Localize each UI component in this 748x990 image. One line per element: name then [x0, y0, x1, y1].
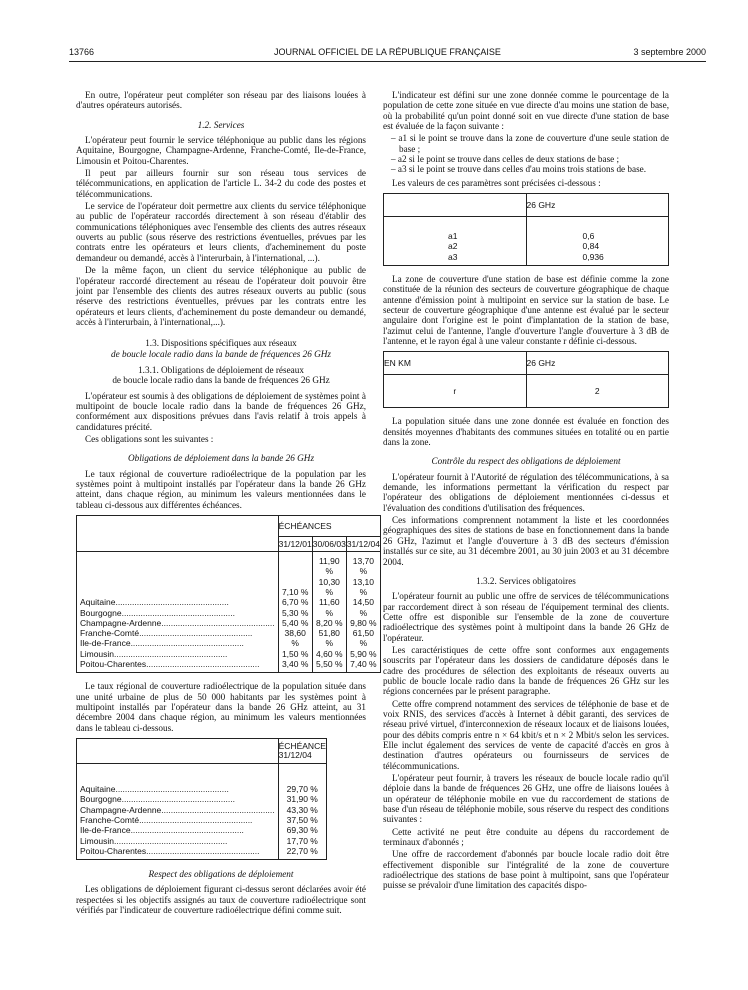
paragraph: L'indicateur est défini sur une zone donnée comme le pourcentage de la population de cette zone située en vue directe d'au moins une station de base, où la probabilité qu'un point donné soit en vue directe d'une station de base est évaluée de la façon suivante :	[383, 90, 669, 132]
table-cell: 9,80 %	[350, 617, 377, 628]
table-row-label: Ile-de-France .....	[80, 638, 275, 648]
table-cell: 61,50 %	[352, 628, 375, 649]
table-cell: 43,30 %	[286, 804, 318, 815]
table-cell: 5,50 %	[316, 659, 343, 669]
urban-deadline-table	[76, 738, 327, 860]
paragraph: Ces obligations sont les suivantes :	[85, 433, 214, 444]
table-title: ÉCHÉANCES	[278, 516, 380, 537]
table-row-label: Franche-Comté .....	[80, 815, 275, 825]
paragraph: Les caractéristiques de cette offre sont conformes aux engagements souscrits par l'opérateur dans les dossiers de candidature déposés dans le cadre des procédures de sélection des exploitants de réseaux ouverts au public de boucle locale radio dans la bande de fréquences 26 GHz sur les régions concernées par le présent paragraphe.	[383, 644, 669, 697]
column-header: 26 GHz	[526, 352, 669, 375]
paragraph: Les obligations de déploiement figurant ci-dessus seront déclarées avoir été respectées si les objectifs assignés au taux de couverture radioélectrique sont vérifiés par l'indicateur de couverture radioélectrique défini comme suit.	[76, 884, 366, 916]
table-cell: 0,6	[582, 231, 595, 242]
table-row-label: Aquitaine .....	[80, 784, 275, 794]
publication-date: 3 septembre 2000	[633, 47, 706, 57]
paragraph: En outre, l'opérateur peut compléter son réseau par des liaisons louées à d'autres opérateurs autorisés.	[76, 90, 366, 111]
table-row-label: Poitou-Charentes .....	[80, 659, 275, 669]
section-heading-1-3-1	[76, 365, 366, 386]
table-row-label: Poitou-Charentes .....	[80, 846, 275, 856]
table-cell: 31,90 %	[286, 794, 318, 805]
table-cell: 37,50 %	[286, 814, 318, 825]
parameters-table	[383, 193, 669, 266]
values-2003	[312, 552, 346, 673]
table-cell: 7,10 %	[281, 586, 309, 597]
table-row-label: a3	[448, 251, 458, 262]
table-title-date: 31/12/04	[278, 750, 312, 761]
paragraph: Les valeurs de ces paramètres sont précisées ci-dessous :	[392, 177, 601, 188]
paragraph: De la même façon, un client du service téléphonique au public de l'opérateur raccordé directement au réseau de l'opérateur doit pouvoir être joint par l'ensemble des clients des autres réseaux ouverts au public (sous réserve des restrictions éventuelles, prévues par les contrats entre les opérateurs et leurs clients, d'acheminement du poste demandeur ou demandé, accès à l'interurbain, à l'international,...).	[76, 265, 366, 327]
table-cell: 13,70 %	[352, 556, 375, 577]
table-corner	[77, 516, 279, 552]
table-cell: 11,60 %	[318, 597, 340, 618]
left-column	[76, 90, 380, 917]
paragraph: Le service de l'opérateur doit permettre aux clients du service téléphonique au public de l'opérateur raccordés directement à son réseau d'établir des communications téléphoniques avec l'ensemble des clients des autres réseaux ouverts au public (sous réserve des restrictions éventuelles, prévues par les contrats entre les opérateurs et leurs clients, d'acheminement du poste demandeur ou demandé, accès à l'interurbain, à l'international, ...).	[76, 201, 366, 263]
table-cell: 13,10 %	[352, 576, 375, 597]
list-item: – a2 si le point se trouve dans celles de deux stations de base ;	[399, 154, 669, 164]
table-row-label: r	[384, 375, 527, 408]
column-header: 31/12/01	[278, 537, 312, 552]
paragraph: L'opérateur est soumis à des obligations de déploiement de systèmes point à multipoint de boucle locale radio dans la bande de fréquences 26 GHz, conformément aux dispositions prévues dans l'avis relatif à trois appels à candidatures précité.	[76, 390, 366, 432]
table-cell: 5,30 %	[281, 607, 309, 618]
table-cell: 17,70 %	[286, 835, 318, 846]
table-cell: 10,30 %	[318, 576, 340, 597]
table-row-label: Bourgogne .....	[80, 608, 275, 618]
paragraph: Le taux régional de couverture radioélectrique de la population par les systèmes point à multipoint installés par l'opérateur dans la bande 26 GHz atteint, dans chaque région, au minimum les valeurs mentionnées dans le tableau ci-dessous aux différentes échéances.	[76, 468, 366, 510]
paragraph: La zone de couverture d'une station de base est définie comme la zone constituée de la réunion des secteurs de couverture géographique de chaque antenne d'émission point à multipoint en service sur la station de base. Le secteur de couverture géographique d'une antenne est évalué par le secteur angulaire dont l'origine est le point d'implantation de la station de base, l'azimut celui de l'antenne, l'angle d'ouverture l'angle d'ouverture à 3 dB de l'antenne, et le rayon égal à une valeur constante r définie ci-dessous.	[383, 273, 669, 347]
table-title	[278, 739, 326, 764]
parameter-names	[384, 217, 527, 266]
column-header: 26 GHz	[526, 194, 669, 217]
paragraph: L'opérateur fournit au public une offre de services de télécommunications par raccordement direct à son réseau de l'équipement terminal des clients. Cette offre est disponible sur l'ensemble de la zone de couverture radioélectrique des systèmes point à multipoint dans la bande 26 GHz de l'opérateur.	[383, 591, 669, 643]
page-number: 13766	[69, 47, 95, 57]
table-cell: 1,50 %	[281, 648, 309, 659]
paragraph: L'opérateur peut fournir, à travers les réseaux de boucle locale radio qu'il déploie dans la bande de fréquences 26 GHz, une offre de liaisons louées à un opérateur de téléphonie mobile en vue du raccordement de stations de base d'un réseau de téléphonie mobile, sous réserve du respect des conditions suivantes :	[383, 773, 669, 825]
values-2004	[346, 552, 380, 673]
paragraph: Le taux régional de couverture radioélectrique de la population située dans une unité urbaine de plus de 50 000 habitants par les systèmes point à multipoint installés par l'opérateur dans la bande 26 GHz atteint, au 31 décembre 2004 dans chaque région, au minimum les valeurs mentionnées dans le tableau ci-dessous.	[76, 681, 366, 733]
parameter-values	[526, 217, 669, 266]
right-column	[383, 90, 669, 893]
table-cell: 29,70 %	[286, 784, 318, 795]
table-row-label: a2	[448, 241, 458, 252]
radius-table	[383, 351, 669, 408]
table-cell: 22,70 %	[286, 845, 318, 856]
journal-title: JOURNAL OFFICIEL DE LA RÉPUBLIQUE FRANÇAISE	[274, 47, 501, 57]
table-cell: 69,30 %	[286, 825, 318, 836]
heading-line: de boucle locale radio dans la bande de fréquences 26 GHz	[111, 348, 331, 359]
deadlines-table	[76, 515, 381, 673]
section-heading-services: 1.2. Services	[197, 119, 245, 130]
section-heading-1-3	[76, 338, 366, 359]
table-cell: 5,90 %	[350, 648, 377, 659]
values-2004	[278, 764, 326, 860]
table-corner	[384, 194, 527, 217]
paragraph: La population située dans une zone donnée est évaluée en fonction des densités moyennes d'habitants des communes situées en totalité ou en partie dans la zone.	[383, 416, 669, 448]
table-cell: 38,60 %	[284, 628, 306, 649]
table-row-label: Bourgogne .....	[80, 794, 275, 804]
section-heading-obligations: Obligations de déploiement dans la bande 26 GHz	[127, 453, 315, 464]
table-cell: 3,40 %	[281, 659, 309, 669]
region-names	[77, 552, 279, 673]
paragraph: L'opérateur peut fournir le service téléphonique au public dans les régions Aquitaine, Bourgogne, Champagne-Ardenne, Franche-Comté, Ile-de-France, Limousin et Poitou-Charentes.	[76, 135, 366, 166]
heading-line: 1.3. Dispositions spécifiques aux réseaux	[145, 338, 297, 349]
table-cell: 0,936	[582, 251, 604, 262]
table-cell: 6,70 %	[281, 597, 309, 608]
heading-line: de boucle locale radio dans la bande de fréquences 26 GHz	[112, 375, 330, 386]
table-cell: 8,20 %	[316, 617, 343, 628]
column-header: 30/06/03	[312, 537, 346, 552]
table-cell: 0,84	[582, 241, 600, 252]
column-header: EN KM	[384, 352, 527, 375]
table-row-label: Franche-Comté .....	[80, 628, 275, 638]
paragraph: Cette offre comprend notamment des services de téléphonie de base et de voix RNIS, des services d'accès à Internet à débit garanti, des services de réseau privé virtuel, d'interconnexion de réseaux locaux et de liaisons louées, pour des débits compris entre n × 64 kbit/s et n × 2 Mbit/s selon les services. Elle inclut également des services de vente de capacité d'accès en gros à destination d'autres opérateurs ou fournisseurs de services de télécommunications.	[383, 698, 669, 771]
table-row-label: Champagne-Ardenne .....	[80, 618, 275, 628]
paragraph: L'opérateur fournit à l'Autorité de régulation des télécommunications, à sa demande, les informations permettant la vérification du respect par l'opérateur des obligations de déploiement mentionnées ci-dessus et l'évaluation des conditions d'utilisation des fréquences.	[383, 471, 669, 513]
table-cell: 51,80 %	[318, 628, 340, 649]
table-row-label: Limousin .....	[80, 649, 275, 659]
table-cell: 7,40 %	[350, 659, 377, 669]
table-cell: 5,40 %	[281, 617, 309, 628]
table-cell: 2	[526, 375, 669, 408]
region-names	[77, 764, 279, 860]
paragraph: Ces informations comprennent notamment la liste et les coordonnées géographiques des sites de stations de base en fonctionnement dans la bande 26 GHz, l'azimut et l'angle d'ouverture à 3 dB des secteurs d'émission installés sur ce site, au 31 décembre 2001, au 30 juin 2003 et au 31 décembre 2004.	[383, 515, 669, 567]
page-header	[69, 47, 706, 62]
list-item: – a1 si le point se trouve dans la zone de couverture d'une seule station de base ;	[399, 133, 669, 154]
table-row-label: Ile-de-France .....	[80, 825, 275, 835]
parameter-list	[383, 133, 669, 174]
table-cell: 4,60 %	[316, 648, 343, 659]
list-item: – a3 si le point se trouve dans celles d'au moins trois stations de base.	[399, 164, 669, 174]
section-heading-1-3-2: 1.3.2. Services obligatoires	[476, 575, 576, 586]
values-2001	[278, 552, 312, 673]
table-row-label: Aquitaine .....	[80, 597, 275, 607]
table-row-label: Limousin .....	[80, 836, 275, 846]
table-cell: 11,90 %	[318, 556, 340, 577]
section-heading-respect: Respect des obligations de déploiement	[148, 869, 294, 880]
paragraph: Cette activité ne peut être conduite au dépens du raccordement de terminaux d'abonnés ;	[383, 826, 669, 848]
heading-line: 1.3.1. Obligations de déploiement de réseaux	[138, 364, 304, 375]
table-corner	[77, 739, 279, 764]
paragraph: Il peut par ailleurs fournir sur son réseau tous services de télécommunications, en application de l'article L. 34-2 du code des postes et télécommunications.	[76, 168, 366, 199]
table-row-label: a1	[448, 231, 458, 242]
table-cell: 14,50 %	[352, 597, 375, 618]
column-header: 31/12/04	[346, 537, 380, 552]
paragraph: Une offre de raccordement d'abonnés par boucle locale radio doit être effectivement disponible sur l'intégralité de la zone de couverture radioélectrique des stations de base point à multipoint, sans que l'opérateur puisse se prévaloir d'une limitation des capacités dispo-	[383, 849, 669, 891]
table-title-label: ÉCHÉANCE	[278, 741, 326, 752]
table-row-label: Champagne-Ardenne .....	[80, 805, 275, 815]
section-heading-controle: Contrôle du respect des obligations de déploiement	[431, 456, 621, 467]
